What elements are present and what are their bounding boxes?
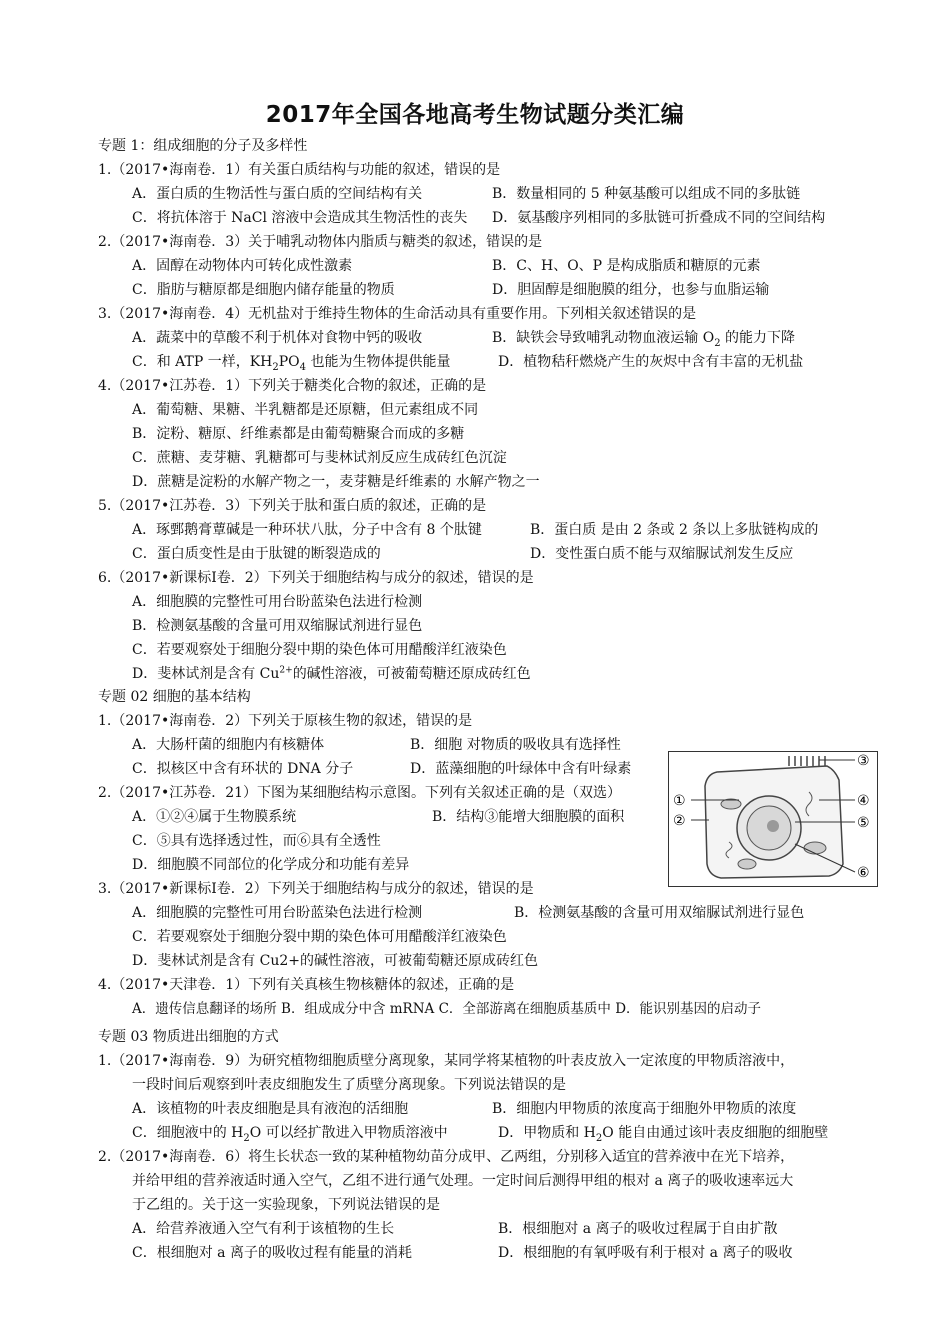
s1-q6-d-text: D．斐林试剂是含有 Cu [132,666,280,682]
s3-q2-stem-line3: 于乙组的。关于这一实验现象，下列说法错误的是 [132,1197,440,1213]
s3-q1-c-text-end: O 可以经扩散进入甲物质溶液中 [249,1125,448,1141]
s1-q5-option-d: D．变性蛋白质不能与双缩脲试剂发生反应 [530,546,794,562]
diagram-label-1: ① [673,793,686,809]
s2-q2-option-a: A．①②④属于生物膜系统 [132,809,297,825]
s1-q6-stem: 6.（2017•新课标Ⅰ卷．2）下列关于细胞结构与成分的叙述，错误的是 [98,570,534,586]
s2-q1-option-a: A．大肠杆菌的细胞内有核糖体 [132,737,325,753]
section-1-title: ：组成细胞的分子及多样性 [139,138,308,154]
s1-q3-option-b [492,329,795,347]
s3-q1-stem-line1: 1.（2017•海南卷．9）为研究植物细胞质壁分离现象，某同学将某植物的叶表皮放入一定浓度的甲物质溶液中， [98,1053,795,1069]
s2-q1-option-d: D．蓝藻细胞的叶绿体中含有叶绿素 [410,761,632,777]
section-3-heading [98,1028,279,1046]
s2-q3-stem: 3.（2017•新课标Ⅰ卷．2）下列关于细胞结构与成分的叙述，错误的是 [98,881,534,897]
s2-q3-option-c: C．若要观察处于细胞分裂中期的染色体可用醋酸洋红液染色 [132,929,507,945]
s1-q1-option-c: C．将抗体溶于 NaCl 溶液中会造成其生物活性的丧失 [132,210,468,226]
s3-q1-option-a: A．该植物的叶表皮细胞是具有液泡的活细胞 [132,1101,409,1117]
s2-q3-option-b: B．检测氨基酸的含量可用双缩脲试剂进行显色 [514,905,805,921]
diagram-label-2: ② [673,813,686,829]
s3-q2-stem-line1: 2.（2017•海南卷．6）将生长状态一致的某种植物幼苗分成甲、乙两组，分别移入适宜的营养液中在光下培养， [98,1149,795,1165]
s1-q6-d-sup: 2+ [279,665,293,676]
s3-q1-stem-line2: 一段时间后观察到叶表皮细胞发生了质壁分离现象。下列说法错误的是 [132,1077,566,1093]
s1-q6-d-text-end: 的碱性溶液，可被葡萄糖还原成砖红色 [292,666,531,682]
s1-q3-c-text-end: 也能为生物体提供能量 [306,354,451,370]
s3-q2-option-b: B．根细胞对 a 离子的吸收过程属于自由扩散 [498,1221,778,1237]
s2-q4-options: A．遗传信息翻译的场所 B．组成成分中含 mRNA C．全部游离在细胞质基质中 D．能识别基因的启动子 [132,1001,762,1017]
s1-q5-option-a: A．琢鄄鹅膏蕈碱是一种环状八肽，分子中含有 8 个肽键 [132,522,482,538]
s3-q2-option-a: A．给营养液通入空气有利于该植物的生长 [132,1221,395,1237]
section-1-prefix: 专题 1 [98,138,140,154]
s1-q3-b-sub: 2 [714,337,721,349]
s1-q3-c-text: C．和 ATP 一样，KH [132,354,273,370]
s3-q1-d-text-end: O 能自由通过该叶表皮细胞的细胞壁 [602,1125,829,1141]
s1-q4-option-d: D．蔗糖是淀粉的水解产物之一，麦芽糖是纤维素的 水解产物之一 [132,474,540,490]
section-3-prefix: 专题 03 [98,1029,149,1045]
s3-q2-option-d: D．根细胞的有氧呼吸有利于根对 a 离子的吸收 [498,1245,793,1261]
s1-q6-option-a: A．细胞膜的完整性可用台盼蓝染色法进行检测 [132,594,423,610]
s1-q4-option-a: A．葡萄糖、果糖、半乳糖都是还原糖，但元素组成不同 [132,402,479,418]
organelle-2 [804,842,826,854]
s1-q3-option-d: D．植物秸秆燃烧产生的灰烬中含有丰富的无机盐 [498,354,804,370]
diagram-label-3: ③ [857,753,870,769]
diagram-label-4: ④ [857,793,870,809]
s2-q2-option-d: D．细胞膜不同部位的化学成分和功能有差异 [132,857,410,873]
s3-q2-stem-line2: 并给甲组的营养液适时通入空气，乙组不进行通气处理。一定时间后测得甲组的根对 a 离子的吸收速率远大 [132,1173,794,1189]
s1-q3-b-text: B．缺铁会导致哺乳动物血液运输 O [492,330,715,346]
section-3-title: 物质进出细胞的方式 [148,1029,279,1045]
s1-q3-b-text-end: 的能力下降 [720,330,796,346]
s3-q1-option-b: B．细胞内甲物质的浓度高于细胞外甲物质的浓度 [492,1101,797,1117]
s3-q1-c-text: C．细胞液中的 H [132,1125,244,1141]
s1-q2-option-d: D．胆固醇是细胞膜的组分，也参与血脂运输 [492,282,770,298]
s1-q4-option-b: B．淀粉、糖原、纤维素都是由葡萄糖聚合而成的多糖 [132,426,465,442]
s1-q2-stem: 2.（2017•海南卷．3）关于哺乳动物体内脂质与糖类的叙述，错误的是 [98,234,543,250]
s2-q2-option-b: B．结构③能增大细胞膜的面积 [432,809,625,825]
s1-q6-option-d [132,665,531,683]
s1-q1-stem: 1.（2017•海南卷．1）有关蛋白质结构与功能的叙述，错误的是 [98,162,501,178]
s1-q2-option-c: C．脂肪与糖原都是细胞内储存能量的物质 [132,282,395,298]
s1-q3-option-c [132,353,451,371]
cell-diagram-svg [669,752,877,886]
s1-q1-option-a: A．蛋白质的生物活性与蛋白质的空间结构有关 [132,186,423,202]
page-title: 2017年全国各地高考生物试题分类汇编 [265,102,685,128]
s1-q4-stem: 4.（2017•江苏卷．1）下列关于糖类化合物的叙述，正确的是 [98,378,487,394]
s2-q4-stem: 4.（2017•天津卷．1）下列有关真核生物核糖体的叙述，正确的是 [98,977,515,993]
organelle-3 [738,859,756,869]
s1-q3-stem: 3.（2017•海南卷．4）无机盐对于维持生物体的生命活动具有重要作用。下列相关叙述错误的是 [98,306,697,322]
s3-q1-d-sub: 2 [595,1132,603,1144]
s1-q5-option-c: C．蛋白质变性是由于肽键的断裂造成的 [132,546,381,562]
s1-q5-stem: 5.（2017•江苏卷．3）下列关于肽和蛋白质的叙述，正确的是 [98,498,487,514]
section-2-heading [98,688,251,706]
s2-q1-stem: 1.（2017•海南卷．2）下列关于原核生物的叙述，错误的是 [98,713,473,729]
section-2-title: 细胞的基本结构 [148,689,251,705]
s1-q5-option-b: B．蛋白质 是由 2 条或 2 条以上多肽链构成的 [530,522,819,538]
s2-q2-option-c: C．⑤具有选择透过性，而⑥具有全透性 [132,833,381,849]
s2-q1-option-b: B．细胞 对物质的吸收具有选择性 [410,737,621,753]
s1-q4-option-c: C．蔗糖、麦芽糖、乳糖都可与斐林试剂反应生成砖红色沉淀 [132,450,507,466]
s3-q1-d-text: D．甲物质和 H [498,1125,596,1141]
s3-q1-option-c [132,1124,448,1142]
s1-q1-option-d: D．氨基酸序列相同的多肽链可折叠成不同的空间结构 [492,210,826,226]
s3-q1-c-sub: 2 [243,1132,250,1144]
nucleolus [767,820,779,832]
s3-q2-option-c: C．根细胞对 a 离子的吸收过程有能量的消耗 [132,1245,412,1261]
s1-q2-option-a: A．固醇在动物体内可转化成性激素 [132,258,353,274]
s1-q3-option-a: A．蔬菜中的草酸不利于机体对食物中钙的吸收 [132,330,423,346]
s1-q3-c-sub2: 4 [299,361,307,373]
s1-q3-c-sub1: 2 [272,361,279,373]
diagram-label-5: ⑤ [857,815,870,831]
diagram-label-6: ⑥ [857,865,870,881]
s1-q1-option-b: B．数量相同的 5 种氨基酸可以组成不同的多肽链 [492,186,801,202]
s1-q2-option-b: B．C、H、O、P 是构成脂质和糖原的元素 [492,258,761,274]
cell-structure-diagram [668,751,878,887]
s1-q6-option-b: B．检测氨基酸的含量可用双缩脲试剂进行显色 [132,618,423,634]
microvilli [789,756,825,766]
s2-q3-option-d: D．斐林试剂是含有 Cu2+的碱性溶液，可被葡萄糖还原成砖红色 [132,953,539,969]
section-2-prefix: 专题 02 [98,689,149,705]
s1-q6-option-c: C．若要观察处于细胞分裂中期的染色体可用醋酸洋红液染色 [132,642,507,658]
s2-q1-option-c: C．拟核区中含有环状的 DNA 分子 [132,761,354,777]
s2-q3-option-a: A．细胞膜的完整性可用台盼蓝染色法进行检测 [132,905,423,921]
s2-q2-stem: 2.（2017•江苏卷．21）下图为某细胞结构示意图。下列有关叙述正确的是（双选） [98,785,622,801]
section-1-heading [98,137,307,155]
s3-q1-option-d [498,1124,828,1142]
s1-q3-c-mid: PO [278,354,300,370]
